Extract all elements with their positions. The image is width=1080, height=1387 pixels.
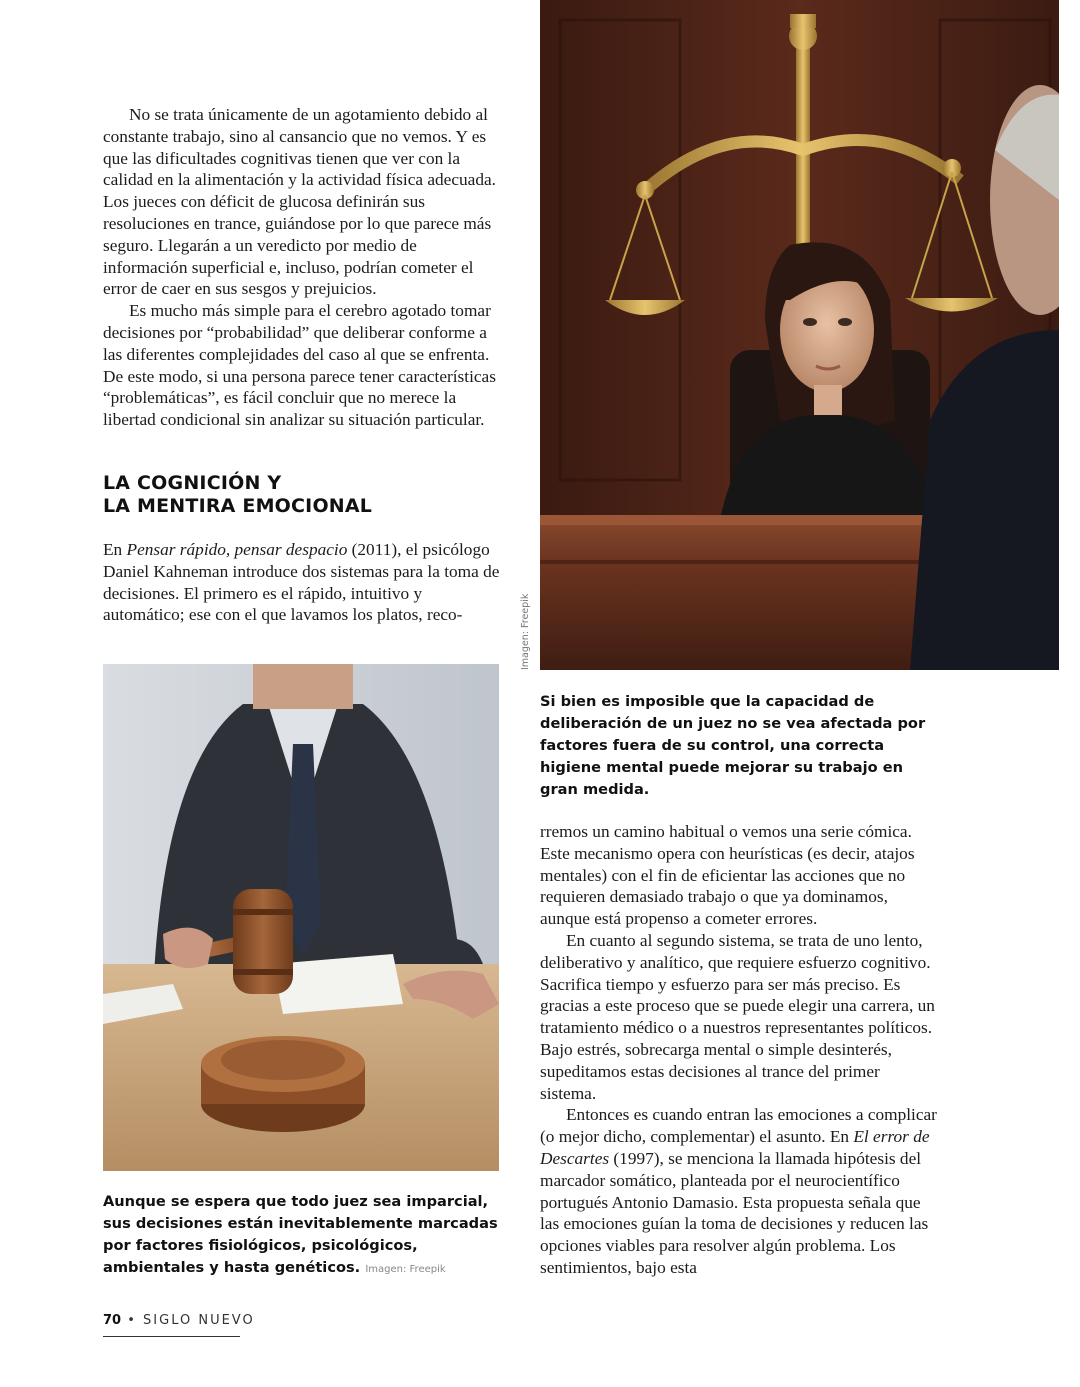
photo-credit-vertical: Imagen: Freepik [520, 593, 531, 670]
photo-caption [540, 691, 945, 801]
section-heading-line: LA MENTIRA EMOCIONAL [103, 495, 373, 517]
page-footer [103, 1313, 255, 1328]
caption-text: Si bien es imposible que la capacidad de deliberación de un juez no se vea afectada por factores fuera de su control, una correcta higiene mental puede mejorar su trabajo en gran medida. [540, 693, 926, 798]
courtroom-illustration [540, 0, 1059, 670]
section-heading-line: LA COGNICIÓN Y [103, 472, 282, 494]
gavel-photo [103, 664, 499, 1171]
body-paragraph: No se trata únicamente de un agotamiento debido al constante trabajo, sino al cansancio que no vemos. Y es que las dificultades cognitivas tienen que ver con la calidad en la alimentación y la actividad física adecuada. Los jueces con déficit de glucosa definirán sus resoluciones en trance, guiándose por lo que parece más seguro. Llegarán a un veredicto por medio de información superficial e, incluso, podrían cometer el error de caer en sus sesgos y prejuicios. [103, 105, 496, 299]
body-paragraph: rremos un camino habitual o vemos una serie cómica. Este mecanismo opera con heurísticas (es decir, atajos mentales) con el fin de eficientar las acciones que no requieren demasiado trabajo o que ya dominamos, aunque está propenso a cometer errores. [540, 822, 915, 929]
text-run: Entonces es cuando entran las emociones a complicar (o mejor dicho, complementar) el asunto. En [540, 1105, 937, 1147]
article-column-left [103, 104, 501, 431]
article-column-right [540, 821, 940, 1279]
text-run: (1997), se menciona la llamada hipótesis del marcador somático, planteada por el neurocientífico portugués Antonio Damasio. Esta propuesta señala que las emociones guían la toma de decisiones y reducen las opciones viables para resolver algún problema. Los sentimientos, bajo esta [540, 1148, 929, 1277]
sound-block [201, 1036, 365, 1132]
photo-caption [103, 1191, 503, 1281]
courtroom-photo [540, 0, 1059, 670]
section-heading [103, 472, 503, 518]
caption-text: Aunque se espera que todo juez sea imparcial, sus decisiones están inevitablemente marcadas por factores fisiológicos, psicológicos, ambientales y hasta genéticos. [103, 1193, 498, 1276]
photo-credit: Imagen: Freepik [365, 1264, 446, 1275]
book-title: Pensar rápido, pensar despacio [126, 540, 348, 559]
gavel-illustration [103, 664, 499, 1171]
magazine-name: SIGLO NUEVO [143, 1313, 255, 1328]
article-column-left-section [103, 539, 501, 626]
caption-text-wrap [103, 1191, 503, 1281]
body-paragraph [540, 1104, 940, 1278]
footer-divider [103, 1336, 240, 1337]
text-run: (2011), el psicólogo Daniel Kahneman introduce dos sistemas para la toma de decisiones. El primero es el rápido, intuitivo y automático; ese con el que lavamos los platos, reco- [103, 540, 500, 625]
body-paragraph: Es mucho más simple para el cerebro agotado tomar decisiones por “probabilidad” que deliberar conforme a las diferentes complejidades del caso al que se enfrenta. De este modo, si una persona parece tener características “problemáticas”, es fácil concluir que no merece la libertad condicional sin analizar su situación particular. [103, 301, 496, 430]
book-title: El error de Descartes [540, 1127, 930, 1168]
body-paragraph: En cuanto al segundo sistema, se trata de uno lento, deliberativo y analítico, que requiere esfuerzo cognitivo. Sacrifica tiempo y esfuerzo para ser más preciso. Es gracias a este proceso que se puede elegir una carrera, un tratamiento médico o a nuestros representantes políticos. Bajo estrés, sobrecarga mental o simple desinterés, supeditamos estas decisiones al trance del primer sistema. [540, 930, 935, 1103]
text-run: En [103, 540, 127, 559]
page-number: 70 [103, 1313, 122, 1328]
footer-separator: • [127, 1313, 137, 1328]
body-paragraph [103, 539, 501, 626]
